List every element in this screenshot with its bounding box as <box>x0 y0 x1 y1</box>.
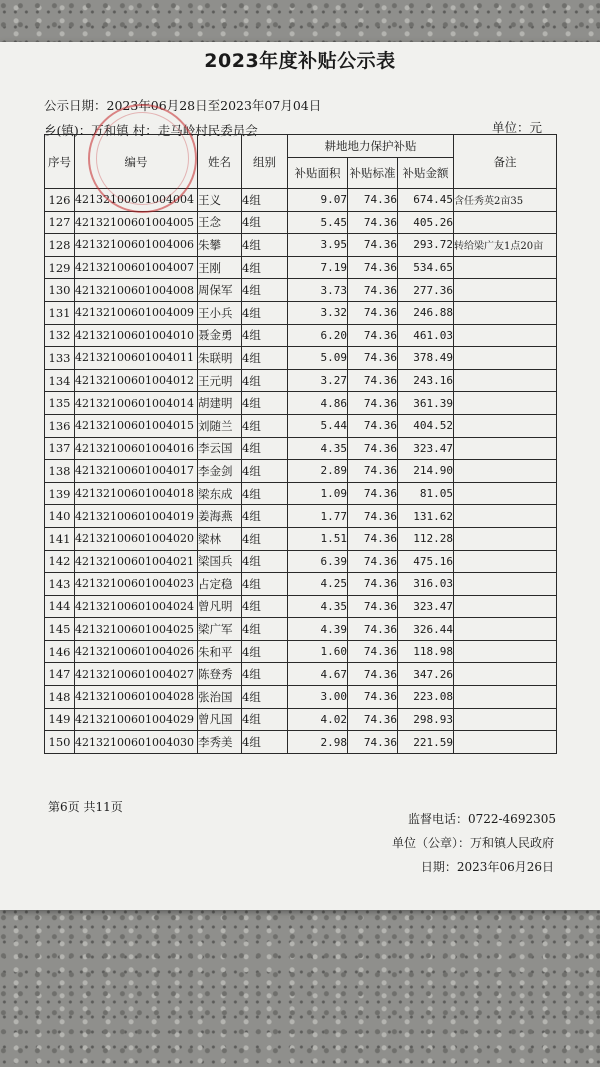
table-row <box>45 234 557 257</box>
header-subsidy-group: 耕地地力保护补贴 <box>288 135 454 158</box>
cell-amount: 323.47 <box>398 437 454 460</box>
cell-group: 4组 <box>242 279 288 302</box>
cell-area: 2.89 <box>288 460 348 483</box>
table-row <box>45 482 557 505</box>
cell-name: 朱攀 <box>198 234 242 257</box>
cell-remark <box>454 731 557 754</box>
cell-code: 42132100601004028 <box>75 686 198 709</box>
cell-remark <box>454 256 557 279</box>
cell-remark <box>454 618 557 641</box>
cell-code: 42132100601004018 <box>75 482 198 505</box>
cell-name: 曾凡国 <box>198 708 242 731</box>
cell-remark <box>454 369 557 392</box>
cell-seq: 128 <box>45 234 75 257</box>
header-name: 姓名 <box>198 135 242 189</box>
cell-name: 胡建明 <box>198 392 242 415</box>
cell-standard: 74.36 <box>348 301 398 324</box>
cell-amount: 674.45 <box>398 189 454 212</box>
cell-group: 4组 <box>242 505 288 528</box>
cell-name: 王义 <box>198 189 242 212</box>
cell-amount: 214.90 <box>398 460 454 483</box>
cell-area: 2.98 <box>288 731 348 754</box>
table-row <box>45 279 557 302</box>
cell-area: 3.95 <box>288 234 348 257</box>
table-row <box>45 324 557 347</box>
cell-remark <box>454 392 557 415</box>
cell-group: 4组 <box>242 663 288 686</box>
table-row <box>45 527 557 550</box>
cell-code: 42132100601004029 <box>75 708 198 731</box>
cell-seq: 127 <box>45 211 75 234</box>
header-group: 组别 <box>242 135 288 189</box>
cell-code: 42132100601004016 <box>75 437 198 460</box>
cell-group: 4组 <box>242 369 288 392</box>
table-row <box>45 595 557 618</box>
table-row <box>45 256 557 279</box>
cell-group: 4组 <box>242 618 288 641</box>
cell-area: 9.07 <box>288 189 348 212</box>
table-row <box>45 460 557 483</box>
cell-standard: 74.36 <box>348 392 398 415</box>
cell-standard: 74.36 <box>348 482 398 505</box>
cell-area: 4.39 <box>288 618 348 641</box>
cell-group: 4组 <box>242 211 288 234</box>
cell-amount: 223.08 <box>398 686 454 709</box>
cell-area: 4.86 <box>288 392 348 415</box>
cell-standard: 74.36 <box>348 505 398 528</box>
table-row <box>45 708 557 731</box>
cell-area: 7.19 <box>288 256 348 279</box>
cell-standard: 74.36 <box>348 550 398 573</box>
cell-remark <box>454 211 557 234</box>
cell-code: 42132100601004025 <box>75 618 198 641</box>
table-row <box>45 437 557 460</box>
cell-seq: 143 <box>45 573 75 596</box>
table-row <box>45 618 557 641</box>
cell-code: 42132100601004009 <box>75 301 198 324</box>
header-seq: 序号 <box>45 135 75 189</box>
cell-standard: 74.36 <box>348 369 398 392</box>
cell-code: 42132100601004024 <box>75 595 198 618</box>
cell-amount: 118.98 <box>398 640 454 663</box>
cell-code: 42132100601004027 <box>75 663 198 686</box>
cell-standard: 74.36 <box>348 527 398 550</box>
cell-remark <box>454 550 557 573</box>
cell-standard: 74.36 <box>348 663 398 686</box>
cell-remark: 转给梁广友1点20亩 <box>454 234 557 257</box>
cell-area: 3.73 <box>288 279 348 302</box>
cell-remark <box>454 460 557 483</box>
cell-amount: 404.52 <box>398 414 454 437</box>
cell-name: 朱和平 <box>198 640 242 663</box>
cell-code: 42132100601004015 <box>75 414 198 437</box>
cell-area: 5.09 <box>288 347 348 370</box>
cell-standard: 74.36 <box>348 279 398 302</box>
publish-date: 公示日期：2023年06月28日至2023年07月04日 <box>44 98 322 113</box>
cell-amount: 298.93 <box>398 708 454 731</box>
cell-amount: 246.88 <box>398 301 454 324</box>
cell-group: 4组 <box>242 550 288 573</box>
cell-amount: 461.03 <box>398 324 454 347</box>
cell-standard: 74.36 <box>348 437 398 460</box>
cell-group: 4组 <box>242 392 288 415</box>
cell-seq: 140 <box>45 505 75 528</box>
cell-seq: 139 <box>45 482 75 505</box>
cell-code: 42132100601004004 <box>75 189 198 212</box>
cell-seq: 138 <box>45 460 75 483</box>
cell-remark <box>454 708 557 731</box>
cell-remark <box>454 347 557 370</box>
header-area: 补贴面积 <box>288 158 348 189</box>
cell-group: 4组 <box>242 414 288 437</box>
cell-area: 4.67 <box>288 663 348 686</box>
cell-code: 42132100601004012 <box>75 369 198 392</box>
cell-group: 4组 <box>242 527 288 550</box>
cell-name: 梁东成 <box>198 482 242 505</box>
cell-code: 42132100601004020 <box>75 527 198 550</box>
table-row <box>45 211 557 234</box>
cell-standard: 74.36 <box>348 731 398 754</box>
cell-name: 王小兵 <box>198 301 242 324</box>
cell-group: 4组 <box>242 573 288 596</box>
cell-area: 1.77 <box>288 505 348 528</box>
cell-area: 1.51 <box>288 527 348 550</box>
table-row <box>45 505 557 528</box>
cell-name: 陈登秀 <box>198 663 242 686</box>
cell-standard: 74.36 <box>348 211 398 234</box>
cell-standard: 74.36 <box>348 189 398 212</box>
table-row <box>45 550 557 573</box>
cell-area: 5.44 <box>288 414 348 437</box>
cell-area: 6.20 <box>288 324 348 347</box>
cell-seq: 142 <box>45 550 75 573</box>
table-row <box>45 414 557 437</box>
cell-amount: 293.72 <box>398 234 454 257</box>
cell-standard: 74.36 <box>348 573 398 596</box>
cell-amount: 323.47 <box>398 595 454 618</box>
table-row <box>45 640 557 663</box>
township-village-line: 乡(镇)：万和镇 村：走马岭村民委员会 <box>44 123 258 138</box>
cell-standard: 74.36 <box>348 708 398 731</box>
subsidy-table <box>44 134 557 754</box>
cell-area: 4.35 <box>288 595 348 618</box>
cell-group: 4组 <box>242 708 288 731</box>
cell-area: 1.09 <box>288 482 348 505</box>
table-row <box>45 663 557 686</box>
cell-amount: 277.36 <box>398 279 454 302</box>
cell-amount: 221.59 <box>398 731 454 754</box>
table-row <box>45 573 557 596</box>
cell-seq: 141 <box>45 527 75 550</box>
cell-group: 4组 <box>242 324 288 347</box>
header-remark: 备注 <box>454 135 557 189</box>
cell-remark <box>454 573 557 596</box>
cell-seq: 134 <box>45 369 75 392</box>
cell-group: 4组 <box>242 482 288 505</box>
cell-standard: 74.36 <box>348 256 398 279</box>
cell-name: 周保军 <box>198 279 242 302</box>
cell-name: 李秀美 <box>198 731 242 754</box>
cell-remark <box>454 324 557 347</box>
cell-area: 4.02 <box>288 708 348 731</box>
cell-standard: 74.36 <box>348 324 398 347</box>
cell-remark <box>454 301 557 324</box>
cell-group: 4组 <box>242 686 288 709</box>
cell-remark <box>454 595 557 618</box>
cell-amount: 131.62 <box>398 505 454 528</box>
cell-amount: 347.26 <box>398 663 454 686</box>
cell-area: 5.45 <box>288 211 348 234</box>
cell-amount: 326.44 <box>398 618 454 641</box>
cell-name: 曾凡明 <box>198 595 242 618</box>
cell-seq: 131 <box>45 301 75 324</box>
cell-code: 42132100601004017 <box>75 460 198 483</box>
cell-name: 朱联明 <box>198 347 242 370</box>
cell-standard: 74.36 <box>348 595 398 618</box>
cell-name: 王元明 <box>198 369 242 392</box>
cell-remark <box>454 640 557 663</box>
cell-group: 4组 <box>242 640 288 663</box>
cell-name: 占定稳 <box>198 573 242 596</box>
cell-name: 姜海燕 <box>198 505 242 528</box>
header-standard: 补贴标准 <box>348 158 398 189</box>
cell-seq: 146 <box>45 640 75 663</box>
cell-remark <box>454 279 557 302</box>
table-row <box>45 392 557 415</box>
cell-seq: 150 <box>45 731 75 754</box>
cell-seq: 126 <box>45 189 75 212</box>
cell-amount: 81.05 <box>398 482 454 505</box>
table-row <box>45 347 557 370</box>
cell-amount: 243.16 <box>398 369 454 392</box>
cell-group: 4组 <box>242 731 288 754</box>
cell-area: 3.00 <box>288 686 348 709</box>
supervision-phone: 监督电话：0722-4692305 <box>407 812 556 826</box>
currency-unit: 单位：元 <box>491 120 542 135</box>
cell-name: 李金剑 <box>198 460 242 483</box>
cell-standard: 74.36 <box>348 460 398 483</box>
cell-seq: 137 <box>45 437 75 460</box>
cell-group: 4组 <box>242 347 288 370</box>
cell-seq: 132 <box>45 324 75 347</box>
cell-area: 1.60 <box>288 640 348 663</box>
cell-name: 聂金勇 <box>198 324 242 347</box>
table-row <box>45 301 557 324</box>
cell-seq: 135 <box>45 392 75 415</box>
page-number: 第6页 共11页 <box>48 800 123 814</box>
cell-seq: 130 <box>45 279 75 302</box>
cell-code: 42132100601004010 <box>75 324 198 347</box>
cell-group: 4组 <box>242 595 288 618</box>
cell-remark <box>454 414 557 437</box>
cell-amount: 534.65 <box>398 256 454 279</box>
cell-code: 42132100601004030 <box>75 731 198 754</box>
cell-remark <box>454 505 557 528</box>
cell-remark <box>454 663 557 686</box>
cell-standard: 74.36 <box>348 640 398 663</box>
cell-area: 4.35 <box>288 437 348 460</box>
cell-amount: 475.16 <box>398 550 454 573</box>
cell-area: 3.32 <box>288 301 348 324</box>
cell-group: 4组 <box>242 256 288 279</box>
cell-group: 4组 <box>242 301 288 324</box>
cell-name: 李云国 <box>198 437 242 460</box>
page-title: 2023年度补贴公示表 <box>204 50 396 72</box>
cell-code: 42132100601004019 <box>75 505 198 528</box>
cell-amount: 112.28 <box>398 527 454 550</box>
cell-seq: 148 <box>45 686 75 709</box>
cell-standard: 74.36 <box>348 347 398 370</box>
cell-remark <box>454 437 557 460</box>
cell-code: 42132100601004021 <box>75 550 198 573</box>
table-row <box>45 686 557 709</box>
cell-group: 4组 <box>242 234 288 257</box>
cell-name: 王念 <box>198 211 242 234</box>
cell-name: 梁国兵 <box>198 550 242 573</box>
cell-amount: 405.26 <box>398 211 454 234</box>
cell-standard: 74.36 <box>348 234 398 257</box>
cell-standard: 74.36 <box>348 686 398 709</box>
cell-code: 42132100601004007 <box>75 256 198 279</box>
table-row <box>45 189 557 212</box>
cell-seq: 136 <box>45 414 75 437</box>
table-row <box>45 369 557 392</box>
cell-name: 张治国 <box>198 686 242 709</box>
cell-amount: 361.39 <box>398 392 454 415</box>
cell-remark <box>454 527 557 550</box>
cell-code: 42132100601004005 <box>75 211 198 234</box>
cell-code: 42132100601004011 <box>75 347 198 370</box>
cell-standard: 74.36 <box>348 618 398 641</box>
cell-name: 刘随兰 <box>198 414 242 437</box>
cell-name: 梁广军 <box>198 618 242 641</box>
cell-code: 42132100601004014 <box>75 392 198 415</box>
cell-seq: 144 <box>45 595 75 618</box>
header-code: 编号 <box>75 135 198 189</box>
table-row <box>45 731 557 754</box>
cell-group: 4组 <box>242 460 288 483</box>
cell-standard: 74.36 <box>348 414 398 437</box>
cell-remark <box>454 482 557 505</box>
cell-amount: 316.03 <box>398 573 454 596</box>
cell-name: 梁林 <box>198 527 242 550</box>
cell-seq: 147 <box>45 663 75 686</box>
cell-area: 3.27 <box>288 369 348 392</box>
cell-code: 42132100601004023 <box>75 573 198 596</box>
header-amount: 补贴金额 <box>398 158 454 189</box>
cell-code: 42132100601004026 <box>75 640 198 663</box>
cell-seq: 145 <box>45 618 75 641</box>
issue-date: 日期：2023年06月26日 <box>420 860 554 874</box>
cell-code: 42132100601004006 <box>75 234 198 257</box>
cell-remark: 含任秀英2亩35 <box>454 189 557 212</box>
cell-seq: 133 <box>45 347 75 370</box>
cell-area: 6.39 <box>288 550 348 573</box>
cell-area: 4.25 <box>288 573 348 596</box>
cell-code: 42132100601004008 <box>75 279 198 302</box>
cell-group: 4组 <box>242 437 288 460</box>
cell-seq: 129 <box>45 256 75 279</box>
cell-seq: 149 <box>45 708 75 731</box>
cell-group: 4组 <box>242 189 288 212</box>
issuing-organization: 单位（公章）：万和镇人民政府 <box>391 836 554 850</box>
cell-amount: 378.49 <box>398 347 454 370</box>
cell-remark <box>454 686 557 709</box>
cell-name: 王刚 <box>198 256 242 279</box>
